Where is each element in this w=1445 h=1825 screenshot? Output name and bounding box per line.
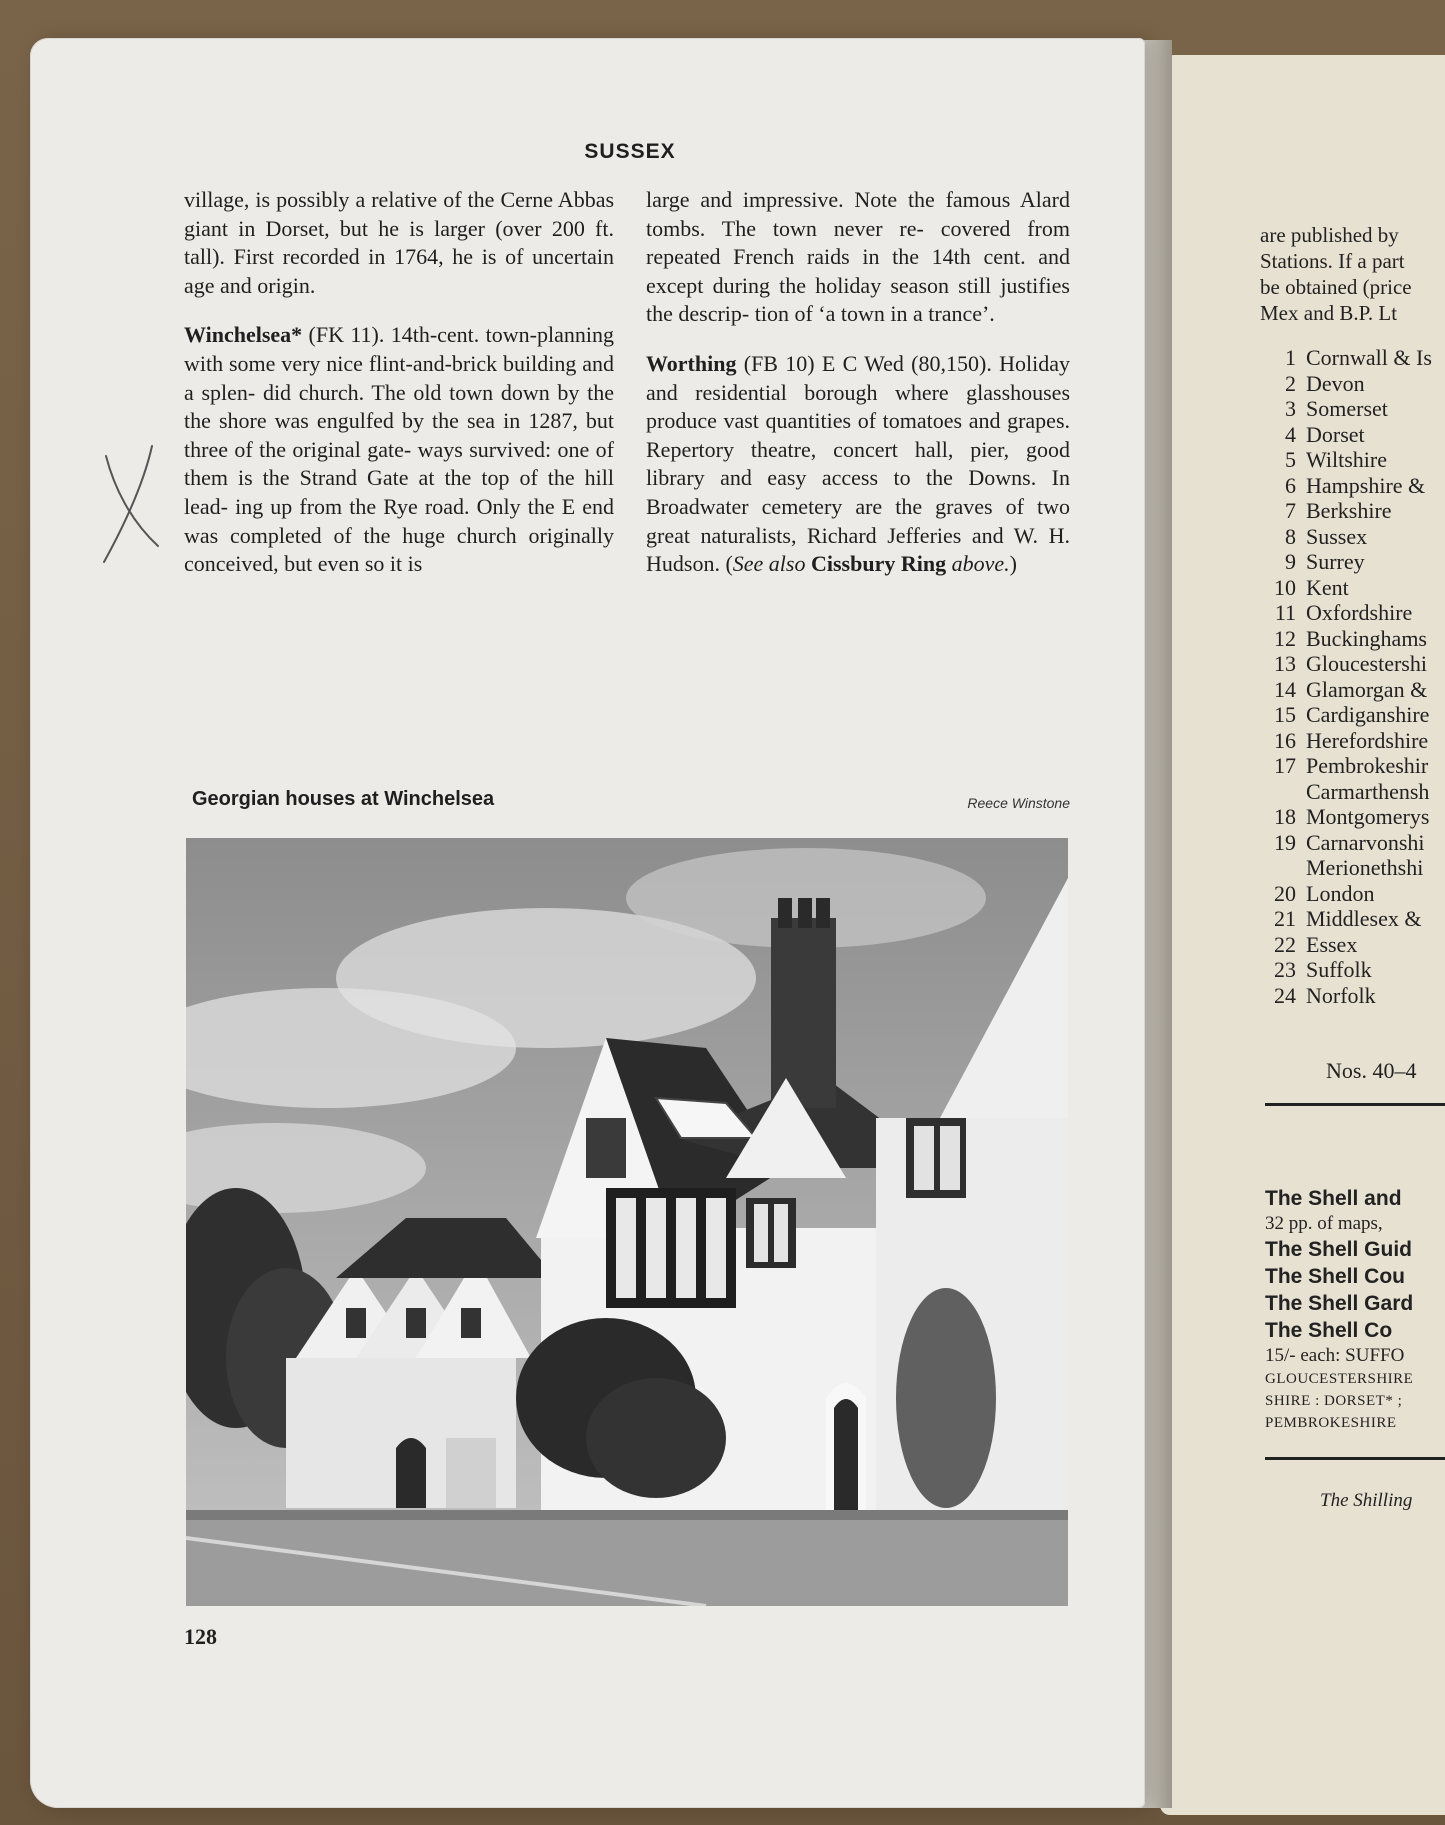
- photo-caption: Georgian houses at Winchelsea: [192, 788, 495, 810]
- county-name: London: [1306, 880, 1375, 906]
- county-name: Merionethshi: [1306, 855, 1424, 880]
- county-number: 5: [1285, 447, 1296, 472]
- above-text: above.: [946, 551, 1010, 577]
- text-line: end was completed of the huge church: [184, 493, 615, 548]
- county-list-item: [1258, 371, 1432, 397]
- entry-ref: (FK 11). 14th-cent.: [302, 322, 480, 348]
- county-list-item: [1258, 983, 1432, 1009]
- worthing-entry: [646, 350, 1070, 579]
- georgian-houses-photo: [186, 838, 1068, 1606]
- shell-title: The Shell Guid: [1265, 1238, 1413, 1261]
- text-line: Holiday and residential borough where: [646, 350, 1070, 405]
- county-list-item: [1258, 804, 1432, 830]
- county-name: Dorset: [1306, 421, 1365, 447]
- county-name: Berkshire: [1306, 498, 1392, 523]
- text-line: flint-and-brick building and a splen-: [184, 350, 614, 405]
- county-name: Middlesex &: [1306, 906, 1422, 931]
- county-number: 14: [1274, 676, 1296, 702]
- county-list-item: [1258, 728, 1432, 754]
- county-name: Carnarvonshi: [1306, 829, 1425, 855]
- county-name: Somerset: [1306, 396, 1388, 421]
- county-name: Cardiganshire: [1306, 702, 1430, 727]
- county-name: Carmarthensh: [1306, 778, 1430, 804]
- county-name: Norfolk: [1306, 982, 1376, 1008]
- nos-range: Nos. 40–4: [1326, 1058, 1417, 1083]
- text-line: covered from repeated French raids: [646, 215, 1070, 270]
- text-line: ing up from the Rye road. Only the E: [235, 493, 576, 519]
- county-number: 4: [1285, 421, 1296, 447]
- shell-pages-note: 32 pp. of maps,: [1265, 1213, 1383, 1234]
- county-name: Gloucestershi: [1306, 651, 1427, 676]
- winchelsea-entry: [184, 321, 614, 578]
- text-line: glasshouses produce vast quantities of: [646, 379, 1071, 434]
- county-name: Montgomerys: [1306, 804, 1430, 829]
- county-number: 21: [1274, 906, 1296, 931]
- county-number: 18: [1274, 804, 1296, 829]
- entry-ref: (FB 10) E C Wed (80,150).: [736, 350, 992, 376]
- county-name: Wiltshire: [1306, 447, 1387, 472]
- right-page-intro: [1260, 222, 1412, 326]
- county-list-item: [1258, 600, 1432, 626]
- county-number: 15: [1274, 702, 1296, 727]
- county-guide-list: [1258, 345, 1432, 1008]
- county-name: Herefordshire: [1306, 727, 1429, 753]
- text-line: town-planning with some very nice: [184, 322, 614, 376]
- county-number: 24: [1274, 982, 1296, 1008]
- county-list-item: [1258, 753, 1432, 779]
- county-number: 23: [1274, 957, 1296, 982]
- text-line: 1287, but three of the original gate-: [184, 408, 615, 462]
- shell-title: The Shell Gard: [1265, 1292, 1414, 1315]
- intro-line: Stations. If a part: [1260, 249, 1405, 273]
- shilling-guides-note: The Shilling: [1320, 1490, 1413, 1511]
- text-line: tion of ‘a town in a trance’.: [754, 301, 995, 327]
- county-number: 6: [1285, 472, 1296, 498]
- county-list-item: [1258, 422, 1432, 448]
- county-name: Kent: [1306, 574, 1349, 600]
- text-line: tomatoes and grapes. Repertory: [646, 408, 1071, 462]
- text-line: ways survived: one of them is the: [184, 436, 614, 491]
- county-number: 10: [1274, 574, 1296, 600]
- county-name: Buckinghams: [1306, 625, 1427, 651]
- county-number: 12: [1274, 625, 1296, 651]
- county-number: 16: [1274, 727, 1296, 753]
- county-list-item: [1258, 830, 1432, 856]
- county-list-item: [1258, 906, 1432, 932]
- close-paren: ): [1009, 551, 1017, 577]
- right-text-column: [646, 186, 1070, 579]
- intro-line: are published by: [1260, 223, 1399, 247]
- county-name: Glamorgan &: [1306, 676, 1428, 702]
- text-line: large and impressive. Note the famous: [646, 187, 1011, 212]
- county-number: 9: [1285, 549, 1296, 574]
- county-name: Sussex: [1306, 523, 1368, 549]
- county-list-item: [1258, 524, 1432, 550]
- county-list-item: [1258, 702, 1432, 728]
- county-list-item: [1258, 575, 1432, 601]
- county-list-item: [1258, 549, 1432, 575]
- county-name: Devon: [1306, 370, 1365, 396]
- county-list-item: [1258, 626, 1432, 652]
- county-list-item: [1258, 498, 1432, 524]
- county-list-item: [1258, 677, 1432, 703]
- county-list-item: [1258, 345, 1432, 371]
- text-line: village, is possibly a relative of the: [184, 187, 495, 212]
- county-number: 11: [1274, 600, 1296, 625]
- county-number: 19: [1274, 829, 1296, 855]
- text-line: did church. The old town down by the: [262, 379, 614, 405]
- shell-price: 15/- each: SUFFO: [1265, 1345, 1405, 1366]
- county-name: Cornwall & Is: [1306, 345, 1432, 370]
- text-line: recorded in 1764, he is of uncertain: [282, 244, 614, 270]
- county-number: 2: [1285, 370, 1296, 396]
- text-line: Cerne Abbas giant in Dorset, but he: [184, 187, 615, 241]
- text-line: Strand Gate at the top of the hill lead-: [184, 465, 615, 519]
- winchelsea-continued: [646, 186, 1070, 329]
- county-name: Hampshire &: [1306, 472, 1426, 498]
- county-name: Suffolk: [1306, 957, 1372, 982]
- cross-reference-cissbury-ring: Cissbury Ring: [810, 551, 947, 577]
- text-line: age and origin.: [184, 272, 316, 298]
- county-number: 13: [1274, 651, 1296, 676]
- photo-credit: Reece Winstone: [967, 795, 1070, 811]
- county-list-item: [1258, 779, 1432, 805]
- divider-rule: [1265, 1457, 1445, 1460]
- shell-title: The Shell Co: [1265, 1319, 1393, 1342]
- text-line: the shore was engulfed by the sea in: [184, 408, 521, 434]
- shell-title: The Shell and: [1265, 1187, 1402, 1210]
- text-line: theatre, concert hall, pier, good: [750, 436, 1071, 462]
- county-number: 1: [1285, 345, 1296, 370]
- county-number: 7: [1285, 498, 1296, 523]
- county-number: 3: [1285, 396, 1296, 421]
- shell-guides-list: [1265, 1185, 1413, 1434]
- shell-county: SHIRE : DORSET* ;: [1265, 1393, 1403, 1409]
- county-name: Surrey: [1306, 549, 1365, 574]
- text-line: In Broadwater cemetery are the graves: [646, 465, 1070, 519]
- shell-title: The Shell Cou: [1265, 1265, 1406, 1288]
- text-line: originally conceived, but even so it is: [184, 522, 614, 577]
- entry-title-worthing: Worthing: [646, 350, 737, 376]
- giant-paragraph: [184, 186, 614, 300]
- county-list-item: [1258, 881, 1432, 907]
- county-list-item: [1258, 957, 1432, 983]
- county-list-item: [1258, 651, 1432, 677]
- page-number: 128: [184, 1624, 217, 1649]
- photo-illustration: [186, 838, 1068, 1606]
- county-list-item: [1258, 447, 1432, 473]
- county-number: 17: [1274, 753, 1296, 778]
- shell-county: PEMBROKESHIRE: [1265, 1415, 1397, 1431]
- text-line: Alard tombs. The town never re-: [646, 187, 1070, 241]
- left-text-column: [184, 186, 614, 579]
- text-line: in the 14th cent. and except during the: [646, 244, 1071, 298]
- county-list-item: [1258, 473, 1432, 499]
- county-name: Pembrokeshir: [1306, 753, 1429, 778]
- pencil-x-mark: [92, 442, 164, 566]
- county-number: 22: [1274, 931, 1296, 957]
- intro-line: be obtained (price: [1260, 275, 1412, 299]
- intro-line: Mex and B.P. Lt: [1260, 301, 1398, 325]
- county-list-item: [1258, 932, 1432, 958]
- county-list-item: [1258, 855, 1432, 881]
- text-line: of two great naturalists, Richard: [646, 493, 1070, 548]
- county-list-item: [1258, 396, 1432, 422]
- shell-county: GLOUCESTERSHIRE: [1265, 1371, 1414, 1387]
- entry-title-winchelsea: Winchelsea*: [184, 322, 303, 348]
- see-also-text: See also: [732, 551, 806, 577]
- county-name: Essex: [1306, 931, 1358, 957]
- divider-rule: [1265, 1103, 1445, 1106]
- county-number: 20: [1274, 880, 1296, 906]
- text-line: holiday season still justifies the descrip-: [646, 272, 1070, 327]
- county-number: 8: [1285, 523, 1296, 549]
- text-line: library and easy access to the Downs.: [646, 465, 1037, 491]
- county-name: Oxfordshire: [1306, 600, 1413, 625]
- text-line: is larger (over 200 ft. tall). First: [184, 215, 614, 270]
- text-line: Jefferies and W. H. Hudson. (: [646, 522, 1070, 577]
- page-heading: SUSSEX: [584, 140, 676, 163]
